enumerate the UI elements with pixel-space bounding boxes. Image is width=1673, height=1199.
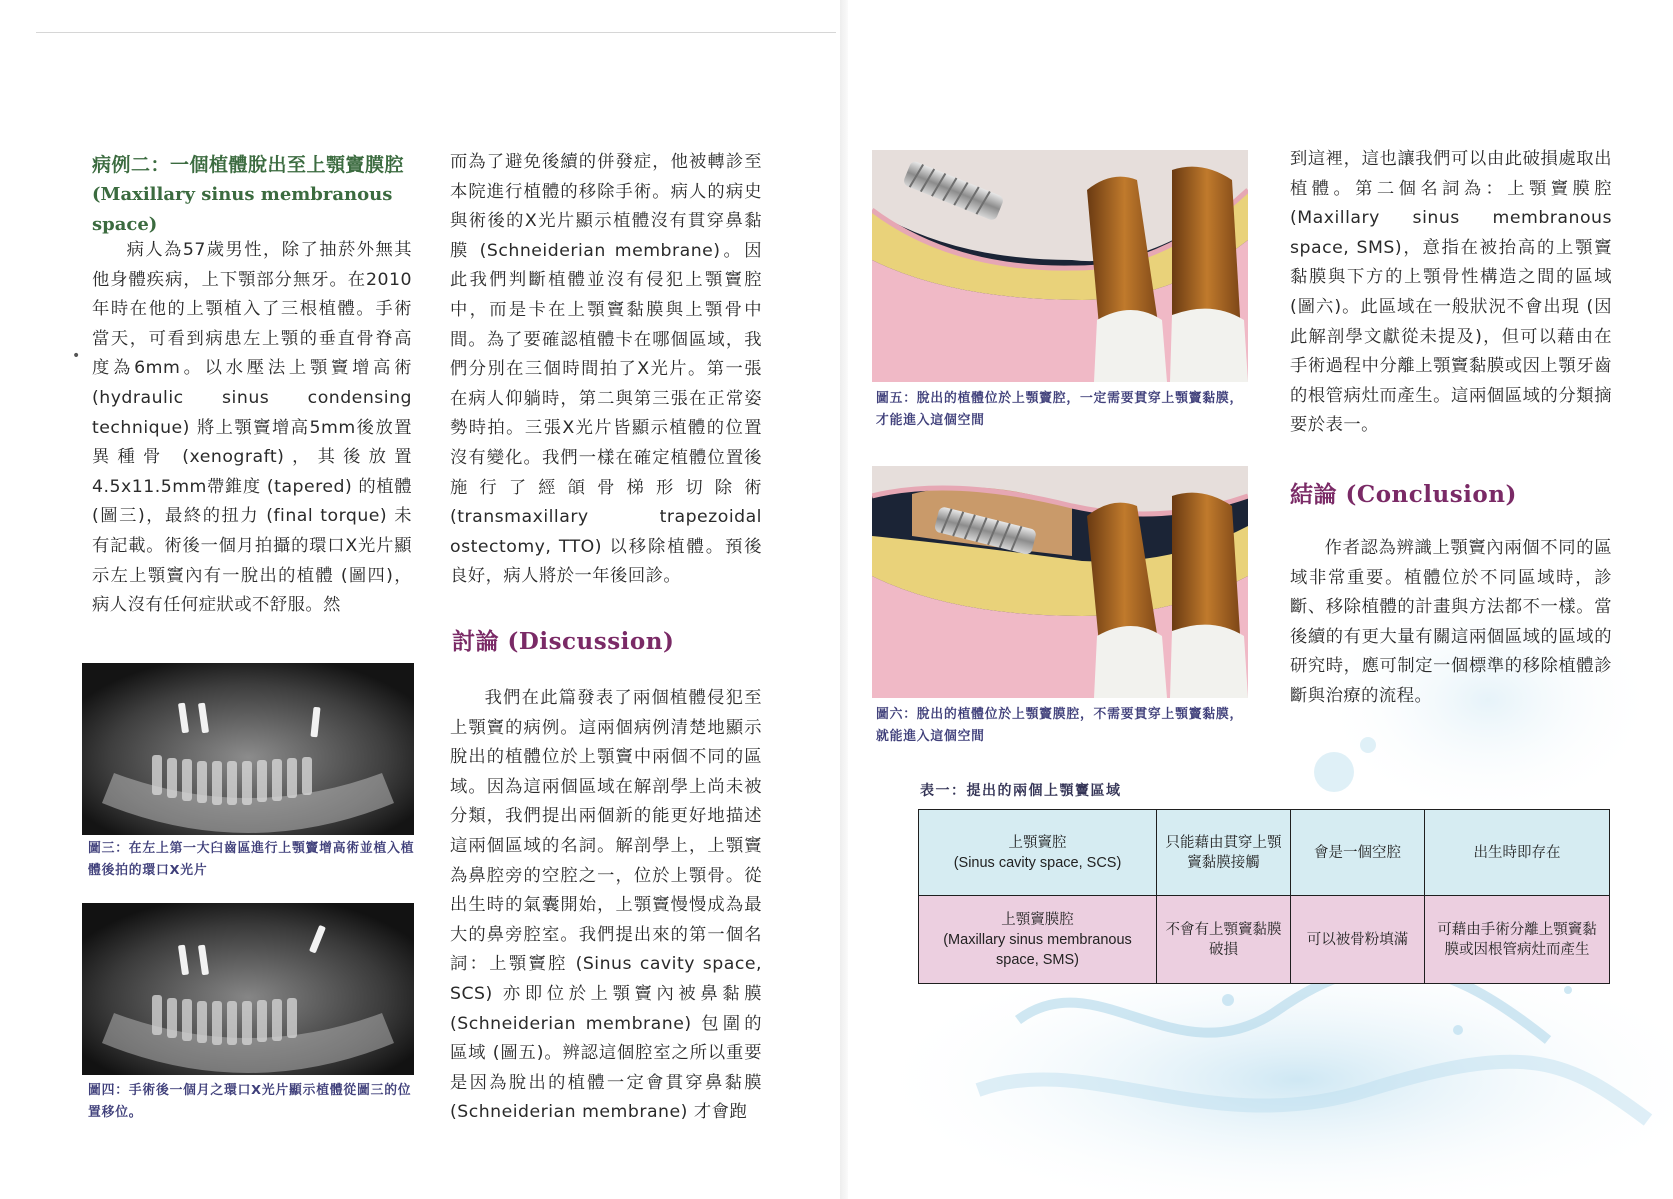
figure-5-caption: 圖五：脫出的植體位於上顎竇腔，一定需要貫穿上顎竇黏膜，才能進入這個空間 (876, 391, 1244, 428)
region-name-en: (Sinus cavity space, SCS) (953, 854, 1122, 871)
case-title (92, 150, 432, 240)
page-top-rule (36, 32, 836, 33)
case-title-zh: 病例二：一個植體脫出至上顎竇膜腔 (92, 154, 405, 176)
region-origin-cell: 可藉由手術分離上顎竇黏膜或因根管病灶而產生 (1425, 896, 1610, 984)
xray-image (82, 663, 414, 835)
discussion-heading: 討論 (Discussion) (452, 628, 675, 655)
region-nature-cell: 可以被骨粉填滿 (1291, 896, 1425, 984)
figure-5-illustration (872, 150, 1248, 382)
figure-6-caption: 圖六：脫出的植體位於上顎竇膜腔，不需要貫穿上顎竇黏膜，就能進入這個空間 (876, 707, 1244, 744)
region-name-en: (Maxillary sinus membranous space, SMS) (943, 931, 1132, 968)
xray-image (82, 903, 414, 1075)
region-nature-cell: 會是一個空腔 (1291, 810, 1425, 896)
discussion-text (450, 684, 762, 1128)
region-name-cell (919, 810, 1157, 896)
figure-4-caption: 圖四：手術後一個月之環口X光片顯示植體從圖三的位置移位。 (88, 1083, 412, 1120)
figure-3-caption: 圖三：在左上第一大臼齒區進行上顎竇增高術並植入植體後拍的環口X光片 (88, 841, 415, 878)
case-description-paragraph: 病人為57歲男性，除了抽菸外無其他身體疾病，上下顎部分無牙。在2010年時在他的上顎植入了三根植體。手術當天，可看到病患左上顎的垂直骨脊高度為6mm。以水壓法上顎竇增高術 (hydraulic sinus condensing technique) 將上顎竇增高5mm後放置異種骨 (xenograft)，其後放置4.5x11.5mm帶錐度 (tapered) 的植體 (圖三)，最終的扭力 (final torque) 未有記載。術後一個月拍攝的環口X光片顯示左上顎竇內有一脫出的植體 (圖四)，病人沒有任何症狀或不舒服。然 (92, 240, 412, 616)
column-2 (450, 148, 762, 592)
case-continuation-paragraph: 而為了避免後續的併發症，他被轉診至本院進行植體的移除手術。病人的病史與術後的X光片顯示植體沒有貫穿鼻黏膜 (Schneiderian membrane)。因此我們判斷植體並沒有侵犯上顎竇腔中，而是卡在上顎竇黏膜與上顎骨中間。為了要確認植體卡在哪個區域，我們分別在三個時間拍了X光片。第一張在病人仰躺時，第二與第三張在正常姿勢時拍。三張X光片皆顯示植體的位置沒有變化。我們一樣在確定植體位置後施行了經頜骨梯形切除術 (transmaxillary trapezoidal ostectomy, TTO) 以移除植體。預後良好，病人將於一年後回診。 (450, 152, 762, 587)
conclusion-heading: 結論 (Conclusion) (1290, 481, 1517, 508)
conclusion-paragraph: 作者認為辨識上顎竇內兩個不同的區域非常重要。植體位於不同區域時，診斷、移除植體的計畫與方法都不一樣。當後續的有更大量有關這兩個區域的區域的研究時，應可制定一個標準的移除植體診斷與治療的流程。 (1290, 538, 1612, 706)
column-1 (92, 236, 412, 621)
region-name-zh: 上顎竇腔 (1008, 834, 1067, 851)
sinus-membranous-illustration (872, 466, 1248, 698)
region-name-zh: 上顎竇膜腔 (1001, 911, 1074, 928)
region-access-cell: 只能藉由貫穿上顎竇黏膜接觸 (1157, 810, 1291, 896)
figure-3-panoramic-xray (82, 663, 414, 835)
margin-dot: • (72, 348, 81, 364)
table-row (919, 810, 1610, 896)
conclusion-text (1290, 534, 1612, 712)
right-column (1290, 145, 1612, 441)
region-access-cell: 不會有上顎竇黏膜破損 (1157, 896, 1291, 984)
table-row (919, 896, 1610, 984)
table-1-title: 表一：提出的兩個上顎竇區域 (920, 783, 1122, 799)
region-name-cell (919, 896, 1157, 984)
page-gutter (840, 0, 848, 1199)
figure-4-panoramic-xray (82, 903, 414, 1075)
region-origin-cell: 出生時即存在 (1425, 810, 1610, 896)
case-title-en: (Maxillary sinus membranous space) (92, 184, 393, 235)
figure-6-illustration (872, 466, 1248, 698)
sinus-cavity-illustration (872, 150, 1248, 382)
table-1 (918, 809, 1610, 984)
discussion-paragraph: 我們在此篇發表了兩個植體侵犯至上顎竇的病例。這兩個病例清楚地顯示脫出的植體位於上顎竇中兩個不同的區域。因為這兩個區域在解剖學上尚未被分類，我們提出兩個新的能更好地描述這兩個區域的名詞。解剖學上，上顎竇為鼻腔旁的空腔之一，位於上顎骨。從出生時的氣囊開始，上顎竇慢慢成為最大的鼻旁腔室。我們提出來的第一個名詞：上顎竇腔 (Sinus cavity space, SCS) 亦即位於上顎竇內被鼻黏膜 (Schneiderian membrane) 包圍的區域 (圖五)。辨認這個腔室之所以重要是因為脫出的植體一定會貫穿鼻黏膜 (Schneiderian membrane) 才會跑 (450, 688, 762, 1123)
right-column-paragraph: 到這裡，這也讓我們可以由此破損處取出植體。第二個名詞為：上顎竇膜腔 (Maxillary sinus membranous space, SMS)，意指在被抬高的上顎竇黏膜與下方的上顎骨性構造之間的區域 (圖六)。此區域在一般狀況不會出現 (因此解剖學文獻從未提及)，但可以藉由在手術過程中分離上顎竇黏膜或因上顎牙齒的根管病灶而產生。這兩個區域的分類摘要於表一。 (1290, 149, 1612, 436)
